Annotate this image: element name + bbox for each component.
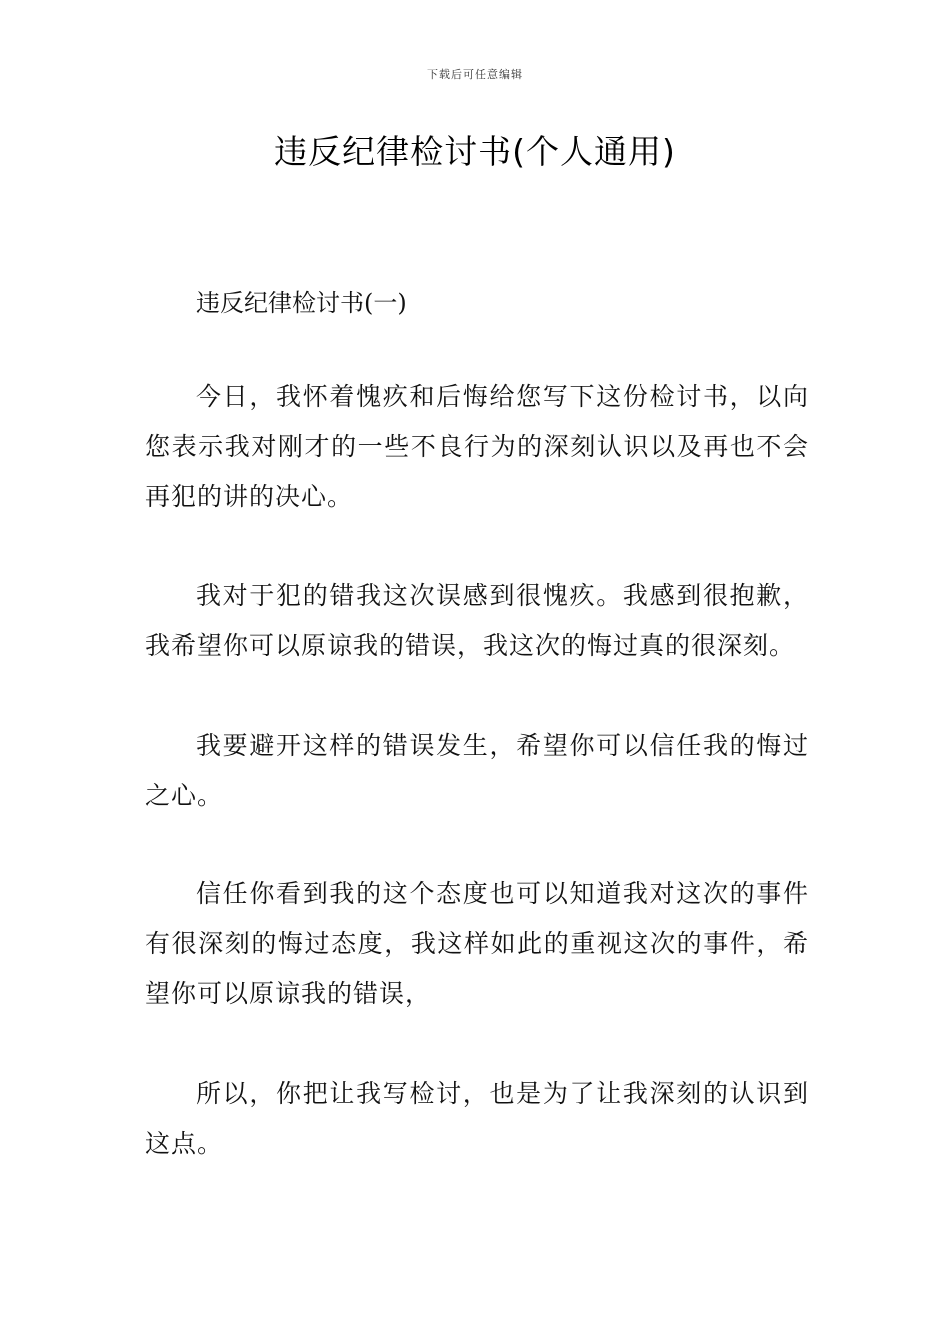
paragraph-1: 今日，我怀着愧疚和后悔给您写下这份检讨书，以向您表示我对刚才的一些不良行为的深刻认识以及再也不会再犯的讲的决心。 xyxy=(145,382,809,511)
paragraph-5: 所以，你把让我写检讨，也是为了让我深刻的认识到这点。 xyxy=(145,1079,809,1158)
section-heading: 违反纪律检讨书(一) xyxy=(196,289,407,317)
paragraph-3: 我要避开这样的错误发生，希望你可以信任我的悔过之心。 xyxy=(145,731,809,810)
paragraph-4: 信任你看到我的这个态度也可以知道我对这次的事件有很深刻的悔过态度，我这样如此的重视这次的事件，希望你可以原谅我的错误， xyxy=(145,879,809,1008)
document-title: 违反纪律检讨书(个人通用) xyxy=(274,132,676,171)
paragraph-2: 我对于犯的错我这次误感到很愧疚。我感到很抱歉，我希望你可以原谅我的错误，我这次的悔过真的很深刻。 xyxy=(145,581,809,660)
header-note: 下载后可任意编辑 xyxy=(427,68,523,81)
